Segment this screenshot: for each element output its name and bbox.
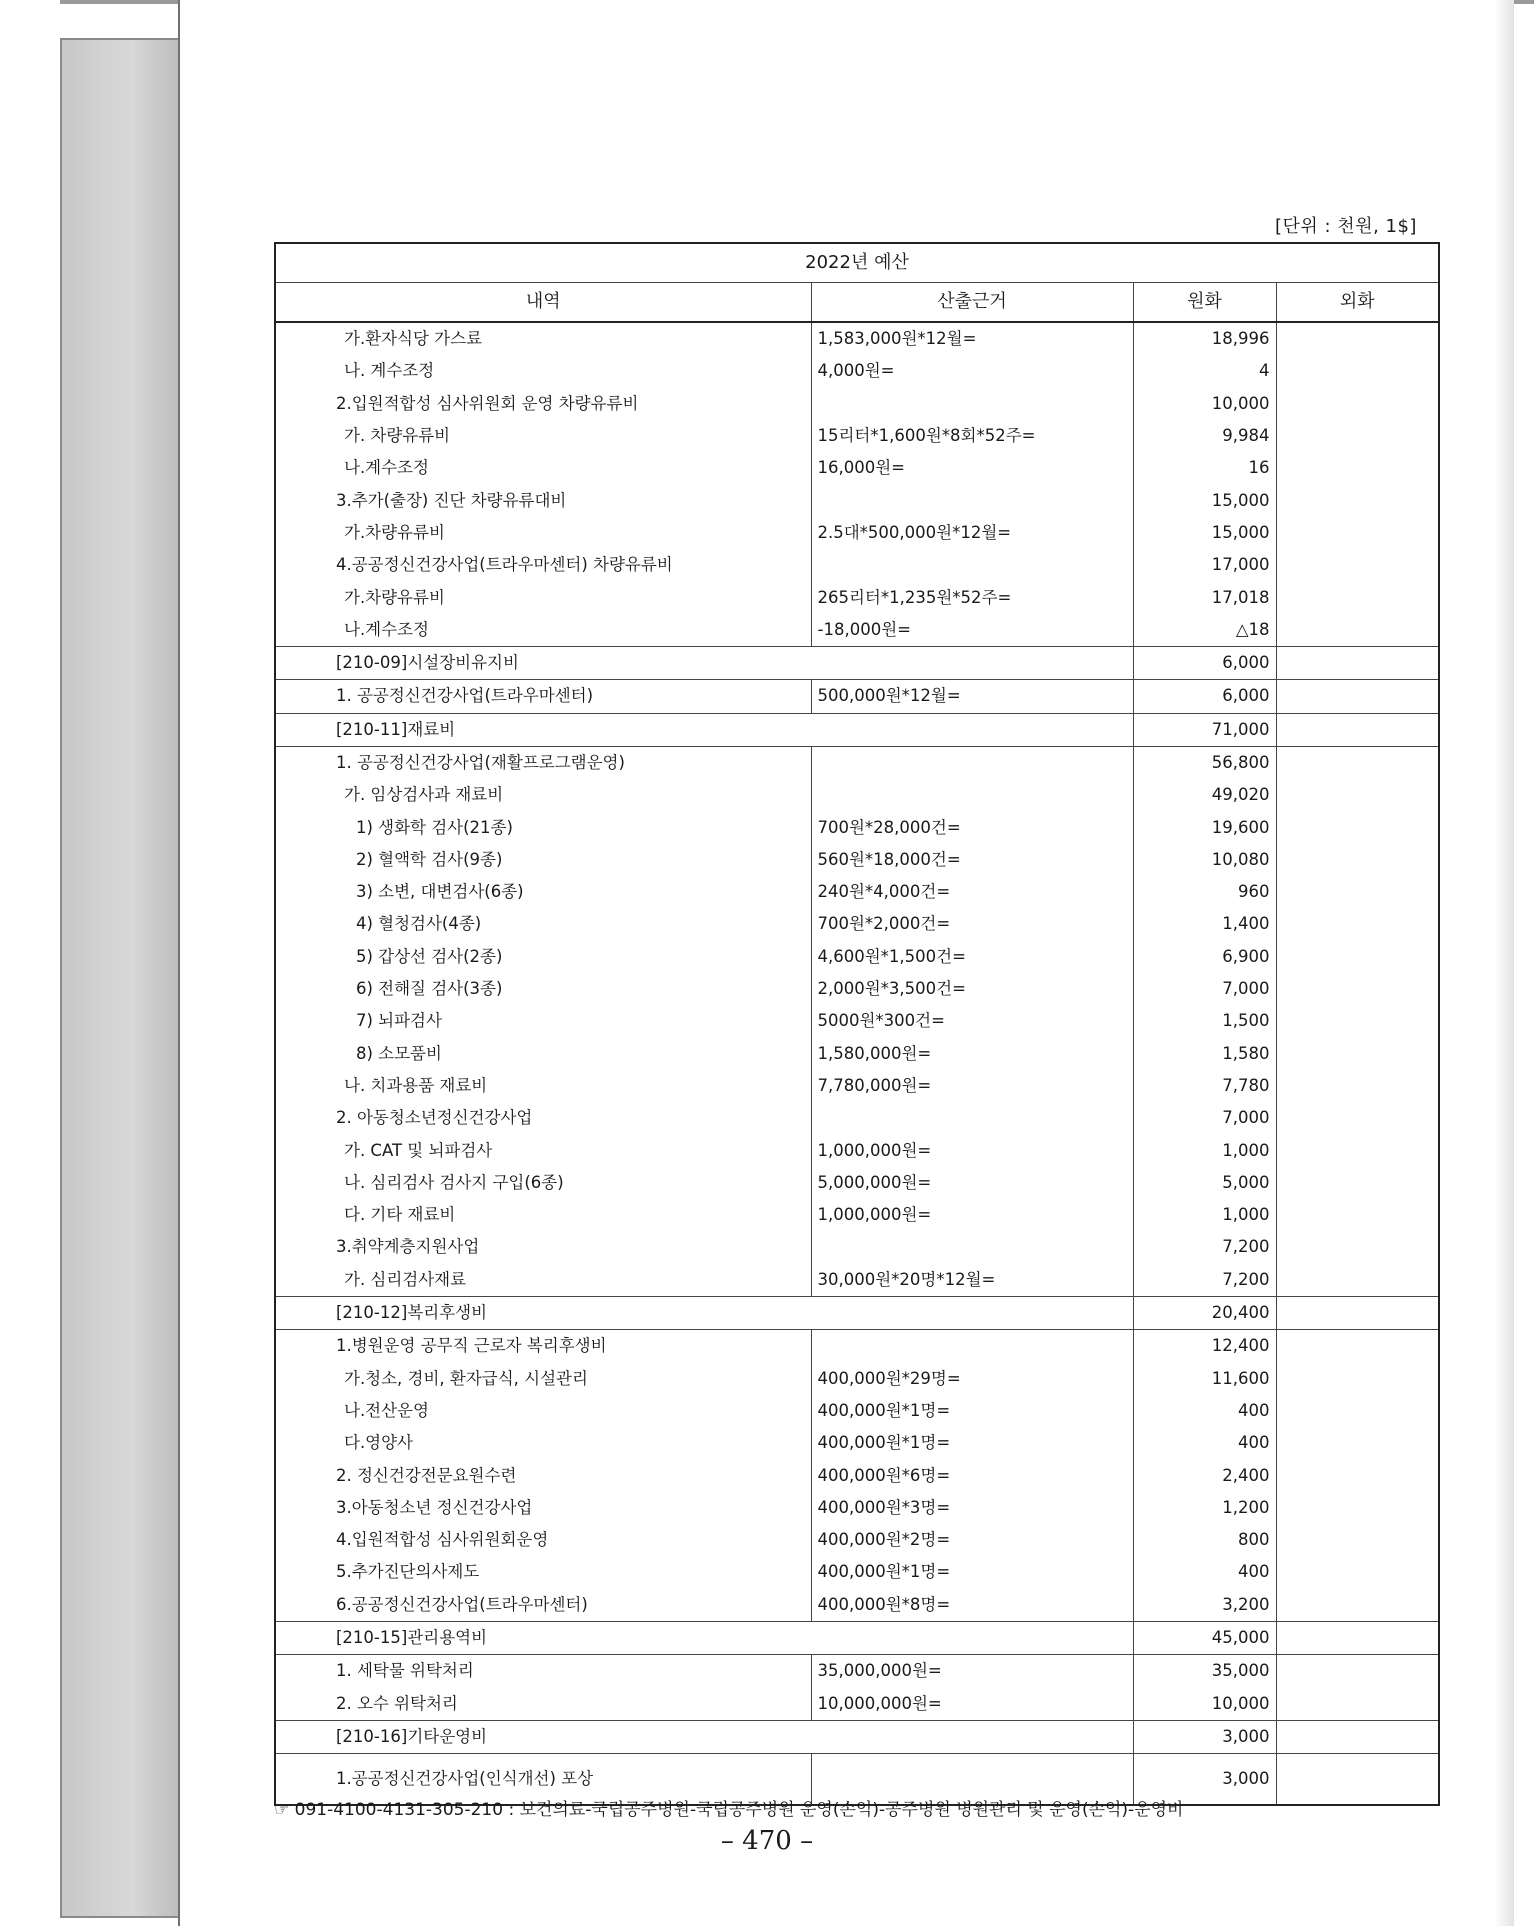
- basis-cell: 400,000원*29명=: [811, 1363, 1133, 1395]
- item-cell: 2.입원적합성 심사위원회 운영 차량유류비: [275, 388, 811, 420]
- krw-amount-cell: 1,400: [1133, 908, 1276, 940]
- page-edge-shadow: [1494, 0, 1514, 1926]
- table-row: [275, 1167, 1439, 1199]
- krw-amount-cell: 6,000: [1133, 646, 1276, 679]
- basis-cell: 5,000,000원=: [811, 1167, 1133, 1199]
- section-title: [210-12]복리후생비: [275, 1296, 1133, 1329]
- table-row: [275, 1038, 1439, 1070]
- krw-amount-cell: 12,400: [1133, 1330, 1276, 1363]
- krw-amount-cell: 1,000: [1133, 1134, 1276, 1166]
- krw-amount-cell: 6,000: [1133, 680, 1276, 713]
- krw-amount-cell: 800: [1133, 1524, 1276, 1556]
- table-row: [275, 844, 1439, 876]
- basis-cell: 560원*18,000건=: [811, 844, 1133, 876]
- krw-amount-cell: 7,200: [1133, 1231, 1276, 1263]
- table-row: [275, 1264, 1439, 1297]
- table-row: [275, 1102, 1439, 1134]
- fx-amount-cell: [1276, 1199, 1439, 1231]
- item-cell: 나.계수조정: [275, 452, 811, 484]
- krw-amount-cell: 400: [1133, 1427, 1276, 1459]
- item-cell: 가. 심리검사재료: [275, 1264, 811, 1297]
- krw-amount-cell: △18: [1133, 614, 1276, 647]
- krw-amount-cell: 20,400: [1133, 1296, 1276, 1329]
- basis-cell: 400,000원*2명=: [811, 1524, 1133, 1556]
- krw-amount-cell: 5,000: [1133, 1167, 1276, 1199]
- krw-amount-cell: 1,000: [1133, 1199, 1276, 1231]
- krw-amount-cell: 7,780: [1133, 1070, 1276, 1102]
- krw-amount-cell: 17,018: [1133, 581, 1276, 613]
- table-section-row: [275, 1296, 1439, 1329]
- krw-amount-cell: 400: [1133, 1556, 1276, 1588]
- table-section-row: [275, 1621, 1439, 1654]
- fx-amount-cell: [1276, 1038, 1439, 1070]
- krw-amount-cell: 7,200: [1133, 1264, 1276, 1297]
- krw-amount-cell: 17,000: [1133, 549, 1276, 581]
- fx-amount-cell: [1276, 1754, 1439, 1806]
- krw-amount-cell: 49,020: [1133, 779, 1276, 811]
- basis-cell: 1,583,000원*12월=: [811, 322, 1133, 355]
- basis-cell: 1,580,000원=: [811, 1038, 1133, 1070]
- fx-amount-cell: [1276, 1621, 1439, 1654]
- fx-amount-cell: [1276, 517, 1439, 549]
- fx-amount-cell: [1276, 1296, 1439, 1329]
- fx-amount-cell: [1276, 1556, 1439, 1588]
- table-row: [275, 1427, 1439, 1459]
- section-title: [210-16]기타운영비: [275, 1720, 1133, 1753]
- table-row: [275, 1556, 1439, 1588]
- item-cell: 다.영양사: [275, 1427, 811, 1459]
- item-cell: 3.아동청소년 정신건강사업: [275, 1492, 811, 1524]
- item-cell: 나. 심리검사 검사지 구입(6종): [275, 1167, 811, 1199]
- fx-amount-cell: [1276, 746, 1439, 779]
- fx-amount-cell: [1276, 1395, 1439, 1427]
- fx-amount-cell: [1276, 1427, 1439, 1459]
- basis-cell: [811, 779, 1133, 811]
- item-cell: 가. CAT 및 뇌파검사: [275, 1134, 811, 1166]
- item-cell: 1. 세탁물 위탁처리: [275, 1655, 811, 1688]
- item-cell: 3.추가(출장) 진단 차량유류대비: [275, 484, 811, 516]
- table-row: [275, 1070, 1439, 1102]
- table-row: [275, 517, 1439, 549]
- table-row: [275, 484, 1439, 516]
- fx-amount-cell: [1276, 1231, 1439, 1263]
- fx-amount-cell: [1276, 581, 1439, 613]
- krw-amount-cell: 15,000: [1133, 517, 1276, 549]
- book-spine: [60, 38, 180, 1918]
- item-cell: 3.취약계층지원사업: [275, 1231, 811, 1263]
- section-title: [210-11]재료비: [275, 713, 1133, 746]
- basis-cell: 4,600원*1,500건=: [811, 941, 1133, 973]
- fx-amount-cell: [1276, 1524, 1439, 1556]
- item-cell: 1.병원운영 공무직 근로자 복리후생비: [275, 1330, 811, 1363]
- item-cell: 나. 치과용품 재료비: [275, 1070, 811, 1102]
- fx-amount-cell: [1276, 646, 1439, 679]
- table-row: [275, 1330, 1439, 1363]
- krw-amount-cell: 18,996: [1133, 322, 1276, 355]
- item-cell: 6) 전해질 검사(3종): [275, 973, 811, 1005]
- fx-amount-cell: [1276, 941, 1439, 973]
- table-row: [275, 452, 1439, 484]
- table-row: [275, 614, 1439, 647]
- item-cell: 8) 소모품비: [275, 1038, 811, 1070]
- fx-amount-cell: [1276, 908, 1439, 940]
- krw-amount-cell: 11,600: [1133, 1363, 1276, 1395]
- krw-amount-cell: 3,000: [1133, 1720, 1276, 1753]
- basis-cell: 2.5대*500,000원*12월=: [811, 517, 1133, 549]
- table-row: [275, 811, 1439, 843]
- table-row: [275, 779, 1439, 811]
- table-row: [275, 1492, 1439, 1524]
- table-row: [275, 388, 1439, 420]
- item-cell: 6.공공정신건강사업(트라우마센터): [275, 1589, 811, 1622]
- basis-cell: 700원*2,000건=: [811, 908, 1133, 940]
- krw-amount-cell: 71,000: [1133, 713, 1276, 746]
- item-cell: 5) 갑상선 검사(2종): [275, 941, 811, 973]
- krw-amount-cell: 2,400: [1133, 1459, 1276, 1491]
- item-cell: 가. 차량유류비: [275, 420, 811, 452]
- table-row: [275, 680, 1439, 713]
- item-cell: 4.입원적합성 심사위원회운영: [275, 1524, 811, 1556]
- basis-cell: [811, 484, 1133, 516]
- item-cell: 4) 혈청검사(4종): [275, 908, 811, 940]
- krw-amount-cell: 10,000: [1133, 1687, 1276, 1720]
- account-code-footnote: ☞ 091-4100-4131-305-210 : 보건의료-국립공주병원-국립공주병원 운영(손익)-공주병원 병원관리 및 운영(손익)-운영비: [274, 1800, 1184, 1820]
- basis-cell: 1,000,000원=: [811, 1199, 1133, 1231]
- table-row: [275, 1459, 1439, 1491]
- item-cell: 1. 공공정신건강사업(재활프로그램운영): [275, 746, 811, 779]
- fx-amount-cell: [1276, 811, 1439, 843]
- table-row: [275, 941, 1439, 973]
- item-cell: 나. 계수조정: [275, 355, 811, 387]
- item-cell: 나.전산운영: [275, 1395, 811, 1427]
- krw-amount-cell: 1,500: [1133, 1005, 1276, 1037]
- item-cell: 4.공공정신건강사업(트라우마센터) 차량유류비: [275, 549, 811, 581]
- fx-amount-cell: [1276, 1167, 1439, 1199]
- krw-amount-cell: 19,600: [1133, 811, 1276, 843]
- basis-cell: 400,000원*6명=: [811, 1459, 1133, 1491]
- item-cell: 다. 기타 재료비: [275, 1199, 811, 1231]
- krw-amount-cell: 4: [1133, 355, 1276, 387]
- table-caption: 2022년 예산: [275, 243, 1439, 283]
- fx-amount-cell: [1276, 1459, 1439, 1491]
- fx-amount-cell: [1276, 1492, 1439, 1524]
- basis-cell: 4,000원=: [811, 355, 1133, 387]
- fx-amount-cell: [1276, 388, 1439, 420]
- basis-cell: 400,000원*3명=: [811, 1492, 1133, 1524]
- item-cell: 3) 소변, 대변검사(6종): [275, 876, 811, 908]
- basis-cell: 1,000,000원=: [811, 1134, 1133, 1166]
- basis-cell: -18,000원=: [811, 614, 1133, 647]
- krw-amount-cell: 15,000: [1133, 484, 1276, 516]
- fx-amount-cell: [1276, 876, 1439, 908]
- table-row: [275, 322, 1439, 355]
- basis-cell: 10,000,000원=: [811, 1687, 1133, 1720]
- krw-amount-cell: 7,000: [1133, 1102, 1276, 1134]
- item-cell: 1) 생화학 검사(21종): [275, 811, 811, 843]
- table-row: [275, 908, 1439, 940]
- basis-cell: [811, 549, 1133, 581]
- fx-amount-cell: [1276, 1134, 1439, 1166]
- fx-amount-cell: [1276, 549, 1439, 581]
- fx-amount-cell: [1276, 355, 1439, 387]
- header-krw: 원화: [1133, 283, 1276, 323]
- item-cell: 가. 임상검사과 재료비: [275, 779, 811, 811]
- section-title: [210-15]관리용역비: [275, 1621, 1133, 1654]
- basis-cell: 700원*28,000건=: [811, 811, 1133, 843]
- item-cell: 가.차량유류비: [275, 581, 811, 613]
- fx-amount-cell: [1276, 680, 1439, 713]
- fx-amount-cell: [1276, 1264, 1439, 1297]
- table-row: [275, 1199, 1439, 1231]
- krw-amount-cell: 35,000: [1133, 1655, 1276, 1688]
- krw-amount-cell: 3,000: [1133, 1754, 1276, 1806]
- fx-amount-cell: [1276, 322, 1439, 355]
- page-number: – 470 –: [720, 1826, 814, 1856]
- item-cell: 가.청소, 경비, 환자급식, 시설관리: [275, 1363, 811, 1395]
- budget-table: [274, 242, 1440, 1806]
- krw-amount-cell: 10,080: [1133, 844, 1276, 876]
- header-fx: 외화: [1276, 283, 1439, 323]
- krw-amount-cell: 10,000: [1133, 388, 1276, 420]
- krw-amount-cell: 6,900: [1133, 941, 1276, 973]
- table-row: [275, 1687, 1439, 1720]
- section-title: [210-09]시설장비유지비: [275, 646, 1133, 679]
- table-row: [275, 1231, 1439, 1263]
- item-cell: 5.추가진단의사제도: [275, 1556, 811, 1588]
- fx-amount-cell: [1276, 1005, 1439, 1037]
- fx-amount-cell: [1276, 713, 1439, 746]
- item-cell: 가.환자식당 가스료: [275, 322, 811, 355]
- table-row: [275, 1395, 1439, 1427]
- krw-amount-cell: 56,800: [1133, 746, 1276, 779]
- fx-amount-cell: [1276, 973, 1439, 1005]
- fx-amount-cell: [1276, 614, 1439, 647]
- table-row: [275, 420, 1439, 452]
- unit-note: [단위 : 천원, 1$]: [1275, 216, 1417, 237]
- basis-cell: 2,000원*3,500건=: [811, 973, 1133, 1005]
- krw-amount-cell: 400: [1133, 1395, 1276, 1427]
- krw-amount-cell: 45,000: [1133, 1621, 1276, 1654]
- krw-amount-cell: 1,200: [1133, 1492, 1276, 1524]
- basis-cell: 400,000원*1명=: [811, 1556, 1133, 1588]
- table-row: [275, 355, 1439, 387]
- basis-cell: 400,000원*1명=: [811, 1395, 1133, 1427]
- krw-amount-cell: 1,580: [1133, 1038, 1276, 1070]
- fx-amount-cell: [1276, 844, 1439, 876]
- basis-cell: [811, 1231, 1133, 1263]
- basis-cell: 240원*4,000건=: [811, 876, 1133, 908]
- item-cell: 2. 오수 위탁처리: [275, 1687, 811, 1720]
- table-section-row: [275, 646, 1439, 679]
- table-row: [275, 1524, 1439, 1556]
- fx-amount-cell: [1276, 779, 1439, 811]
- item-cell: 2. 정신건강전문요원수련: [275, 1459, 811, 1491]
- table-row: [275, 876, 1439, 908]
- item-cell: 1. 공공정신건강사업(트라우마센터): [275, 680, 811, 713]
- table-row: [275, 1005, 1439, 1037]
- header-basis: 산출근거: [811, 283, 1133, 323]
- basis-cell: [811, 1102, 1133, 1134]
- fx-amount-cell: [1276, 1589, 1439, 1622]
- item-cell: 나.계수조정: [275, 614, 811, 647]
- fx-amount-cell: [1276, 420, 1439, 452]
- fx-amount-cell: [1276, 1720, 1439, 1753]
- table-body: [275, 322, 1439, 1805]
- item-cell: 2. 아동청소년정신건강사업: [275, 1102, 811, 1134]
- table-section-row: [275, 713, 1439, 746]
- basis-cell: [811, 746, 1133, 779]
- table-row: [275, 746, 1439, 779]
- basis-cell: [811, 1330, 1133, 1363]
- basis-cell: 400,000원*8명=: [811, 1589, 1133, 1622]
- krw-amount-cell: 16: [1133, 452, 1276, 484]
- header-item: 내역: [275, 283, 811, 323]
- basis-cell: 500,000원*12월=: [811, 680, 1133, 713]
- table-section-row: [275, 1720, 1439, 1753]
- krw-amount-cell: 7,000: [1133, 973, 1276, 1005]
- krw-amount-cell: 960: [1133, 876, 1276, 908]
- item-cell: 2) 혈액학 검사(9종): [275, 844, 811, 876]
- fx-amount-cell: [1276, 484, 1439, 516]
- fx-amount-cell: [1276, 1070, 1439, 1102]
- table-row: [275, 1655, 1439, 1688]
- table-row: [275, 1589, 1439, 1622]
- basis-cell: 5000원*300건=: [811, 1005, 1133, 1037]
- table-row: [275, 581, 1439, 613]
- table-row: [275, 973, 1439, 1005]
- item-cell: 1.공공정신건강사업(인식개선) 포상: [275, 1754, 811, 1806]
- basis-cell: 30,000원*20명*12월=: [811, 1264, 1133, 1297]
- krw-amount-cell: 3,200: [1133, 1589, 1276, 1622]
- table-row: [275, 1363, 1439, 1395]
- basis-cell: [811, 388, 1133, 420]
- fx-amount-cell: [1276, 452, 1439, 484]
- basis-cell: 15리터*1,600원*8회*52주=: [811, 420, 1133, 452]
- fx-amount-cell: [1276, 1655, 1439, 1688]
- table-row: [275, 1134, 1439, 1166]
- basis-cell: 16,000원=: [811, 452, 1133, 484]
- table-row: [275, 549, 1439, 581]
- fx-amount-cell: [1276, 1687, 1439, 1720]
- basis-cell: 7,780,000원=: [811, 1070, 1133, 1102]
- item-cell: 7) 뇌파검사: [275, 1005, 811, 1037]
- fx-amount-cell: [1276, 1363, 1439, 1395]
- item-cell: 가.차량유류비: [275, 517, 811, 549]
- basis-cell: 265리터*1,235원*52주=: [811, 581, 1133, 613]
- krw-amount-cell: 9,984: [1133, 420, 1276, 452]
- basis-cell: 35,000,000원=: [811, 1655, 1133, 1688]
- fx-amount-cell: [1276, 1102, 1439, 1134]
- fx-amount-cell: [1276, 1330, 1439, 1363]
- basis-cell: 400,000원*1명=: [811, 1427, 1133, 1459]
